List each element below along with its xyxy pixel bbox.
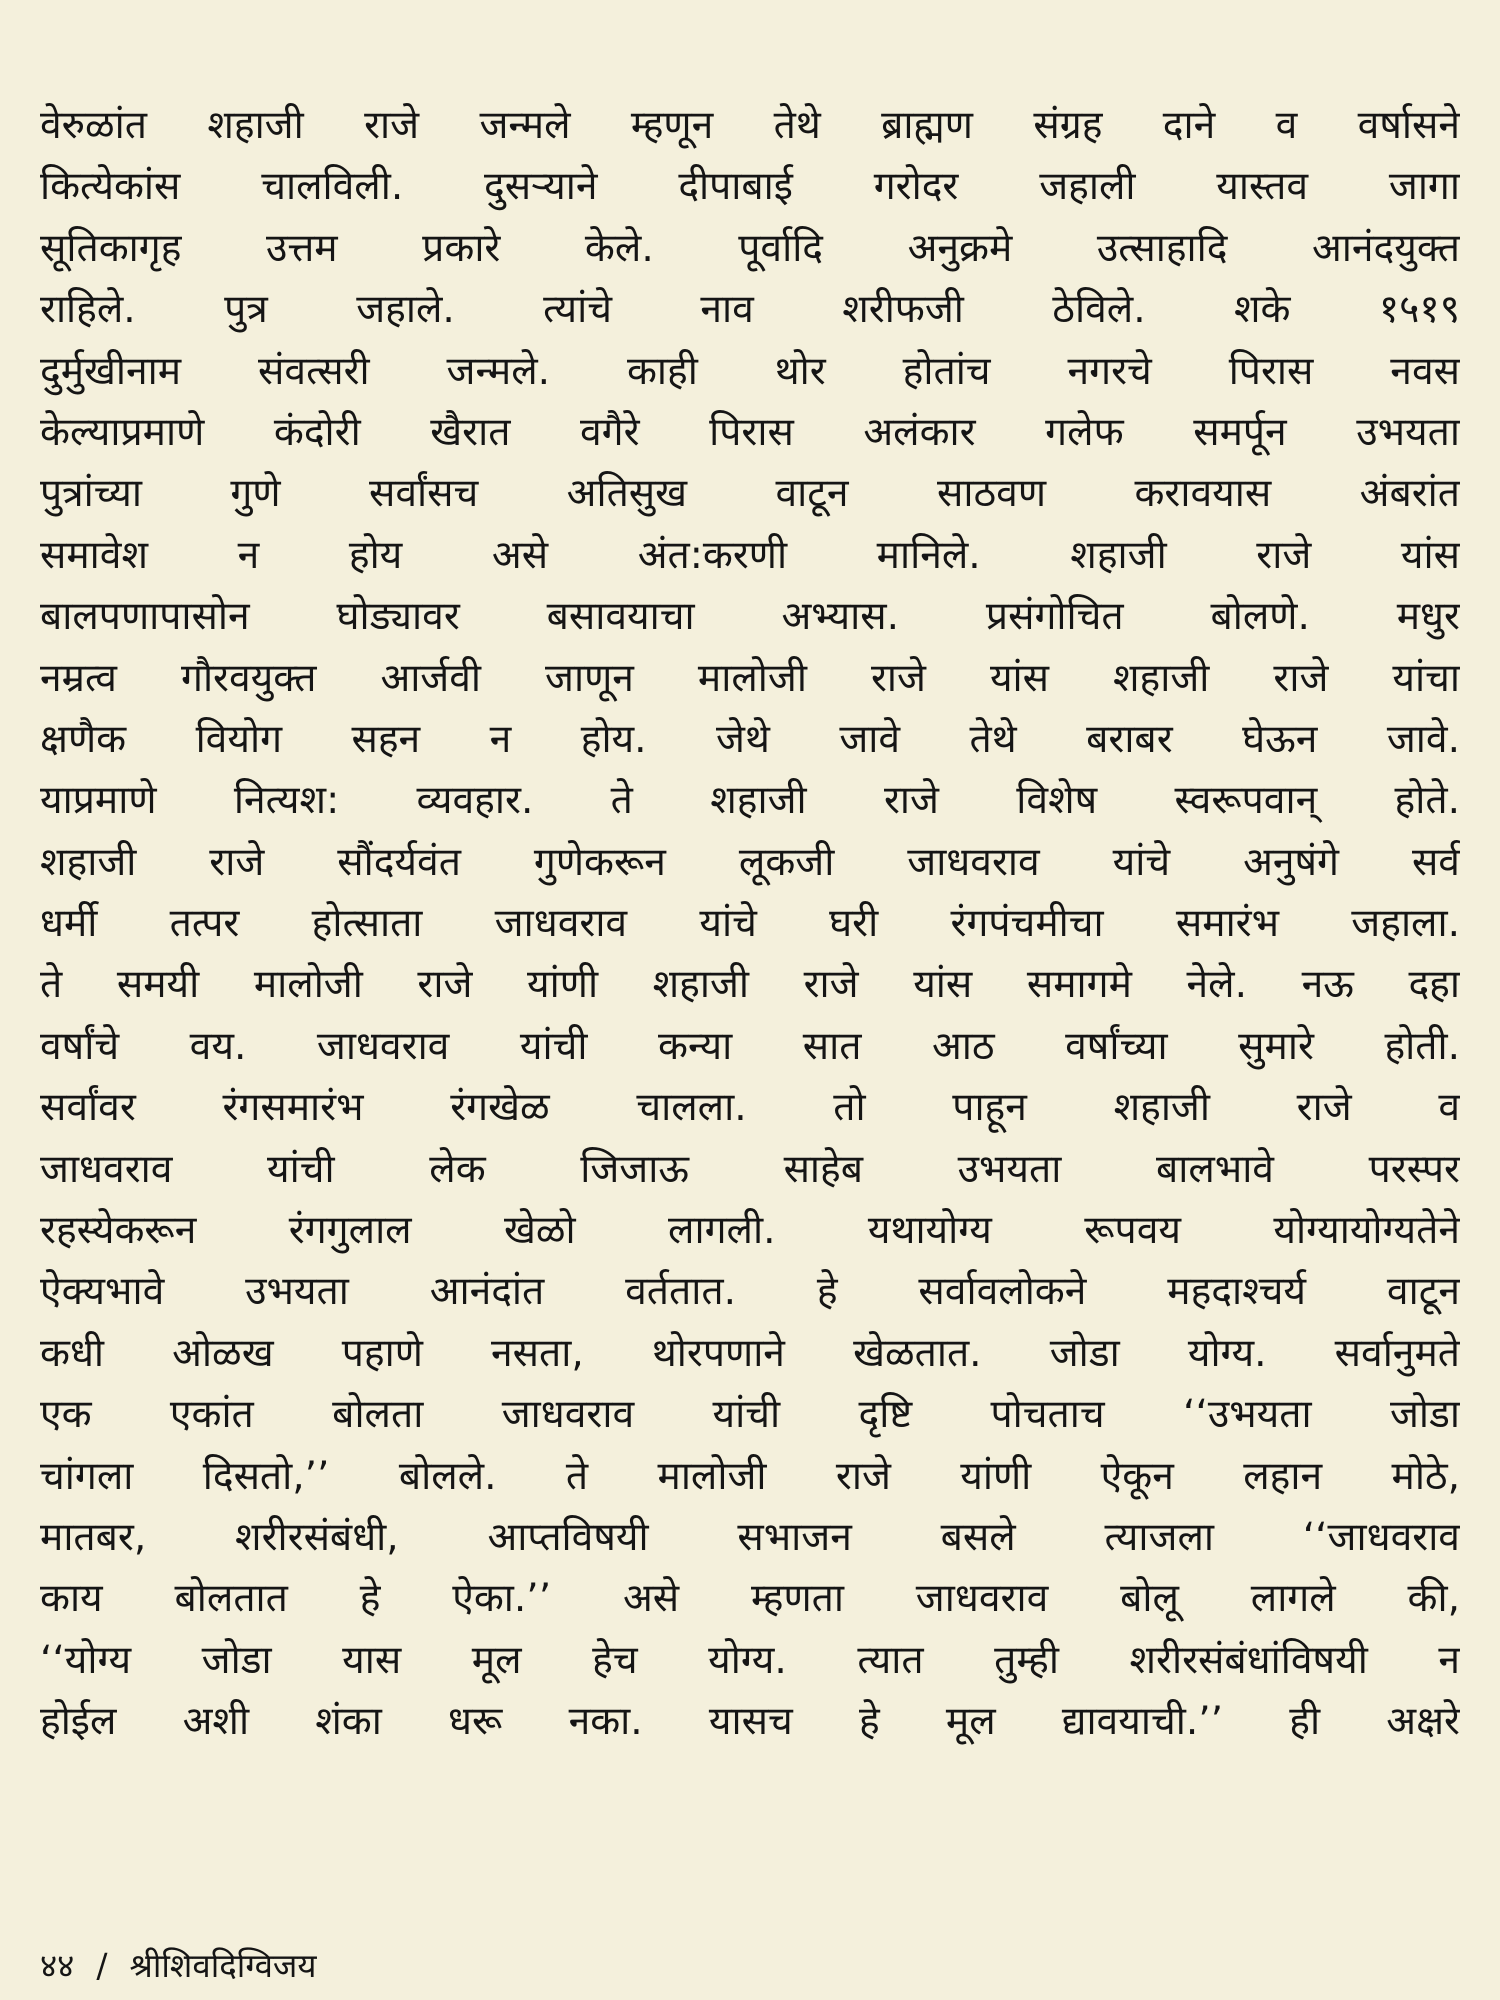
- page-number: ४४: [40, 1946, 75, 1985]
- text-line: याप्रमाणे नित्यश: व्यवहार. ते शहाजी राजे विशेष स्वरूपवान् होते.: [40, 778, 1460, 824]
- text-line: वर्षांचे वय. जाधवराव यांची कन्या सात आठ वर्षांच्या सुमारे होती.: [40, 1023, 1460, 1069]
- body-text: [40, 95, 1460, 1753]
- text-line: मातबर, शरीरसंबंधी, आप्तविषयी सभाजन बसले त्याजला ‘‘जाधवराव: [40, 1514, 1460, 1560]
- text-line: राहिले. पुत्र जहाले. त्यांचे नाव शरीफजी ठेविले. शके १५१९: [40, 287, 1460, 333]
- text-line: ते समयी मालोजी राजे यांणी शहाजी राजे यांस समागमे नेले. नऊ दहा: [40, 962, 1460, 1008]
- text-line: पुत्रांच्या गुणे सर्वांसच अतिसुख वाटून साठवण करावयास अंबरांत: [40, 471, 1460, 517]
- text-line: काय बोलतात हे ऐका.’’ असे म्हणता जाधवराव बोलू लागले की,: [40, 1576, 1460, 1622]
- text-line: दुर्मुखीनाम संवत्सरी जन्मले. काही थोर होतांच नगरचे पिरास नवस: [40, 348, 1460, 394]
- page-footer: [40, 1944, 317, 1988]
- text-line: नम्रत्व गौरवयुक्त आर्जवी जाणून मालोजी राजे यांस शहाजी राजे यांचा: [40, 655, 1460, 701]
- book-title: श्रीशिवदिग्विजय: [129, 1946, 317, 1985]
- text-line: वेरुळांत शहाजी राजे जन्मले म्हणून तेथे ब्राह्मण संग्रह दाने व वर्षासने: [40, 103, 1460, 148]
- text-line: क्षणैक वियोग सहन न होय. जेथे जावे तेथे बराबर घेऊन जावे.: [40, 716, 1460, 762]
- text-line: होईल अशी शंका धरू नका. यासच हे मूल द्यावयाची.’’ ही अक्षरे: [40, 1699, 1460, 1745]
- text-line: ऐक्यभावे उभयता आनंदांत वर्ततात. हे सर्वावलोकने महदाश्चर्य वाटून: [40, 1269, 1460, 1315]
- text-line: ‘‘योग्य जोडा यास मूल हेच योग्य. त्यात तुम्ही शरीरसंबंधांविषयी न: [40, 1637, 1460, 1683]
- text-line: सर्वांवर रंगसमारंभ रंगखेळ चालला. तो पाहून शहाजी राजे व: [40, 1085, 1460, 1131]
- footer-separator: /: [96, 1946, 108, 1985]
- text-line: केल्याप्रमाणे कंदोरी खैरात वगैरे पिरास अलंकार गलेफ समर्पून उभयता: [40, 409, 1460, 455]
- text-line: रहस्येकरून रंगगुलाल खेळो लागली. यथायोग्य रूपवय योग्यायोग्यतेने: [40, 1208, 1460, 1254]
- text-line: सूतिकागृह उत्तम प्रकारे केले. पूर्वादि अनुक्रमे उत्साहादि आनंदयुक्त: [40, 225, 1460, 271]
- text-line: जाधवराव यांची लेक जिजाऊ साहेब उभयता बालभावे परस्पर: [40, 1146, 1460, 1192]
- text-line: चांगला दिसतो,’’ बोलले. ते मालोजी राजे यांणी ऐकून लहान मोठे,: [40, 1453, 1460, 1499]
- text-line: कित्येकांस चालविली. दुसऱ्याने दीपाबाई गरोदर जहाली यास्तव जागा: [40, 164, 1460, 210]
- text-line: कधी ओळख पहाणे नसता, थोरपणाने खेळतात. जोडा योग्य. सर्वानुमते: [40, 1330, 1460, 1376]
- text-line: धर्मी तत्पर होत्साता जाधवराव यांचे घरी रंगपंचमीचा समारंभ जहाला.: [40, 901, 1460, 947]
- text-line: शहाजी राजे सौंदर्यवंत गुणेकरून लूकजी जाधवराव यांचे अनुषंगे सर्व: [40, 839, 1460, 885]
- text-line: समावेश न होय असे अंत:करणी मानिले. शहाजी राजे यांस: [40, 532, 1460, 578]
- text-line: बालपणापासोन घोड्यावर बसावयाचा अभ्यास. प्रसंगोचित बोलणे. मधुर: [40, 594, 1460, 640]
- text-line: एक एकांत बोलता जाधवराव यांची दृष्टि पोचताच ‘‘उभयता जोडा: [40, 1392, 1460, 1438]
